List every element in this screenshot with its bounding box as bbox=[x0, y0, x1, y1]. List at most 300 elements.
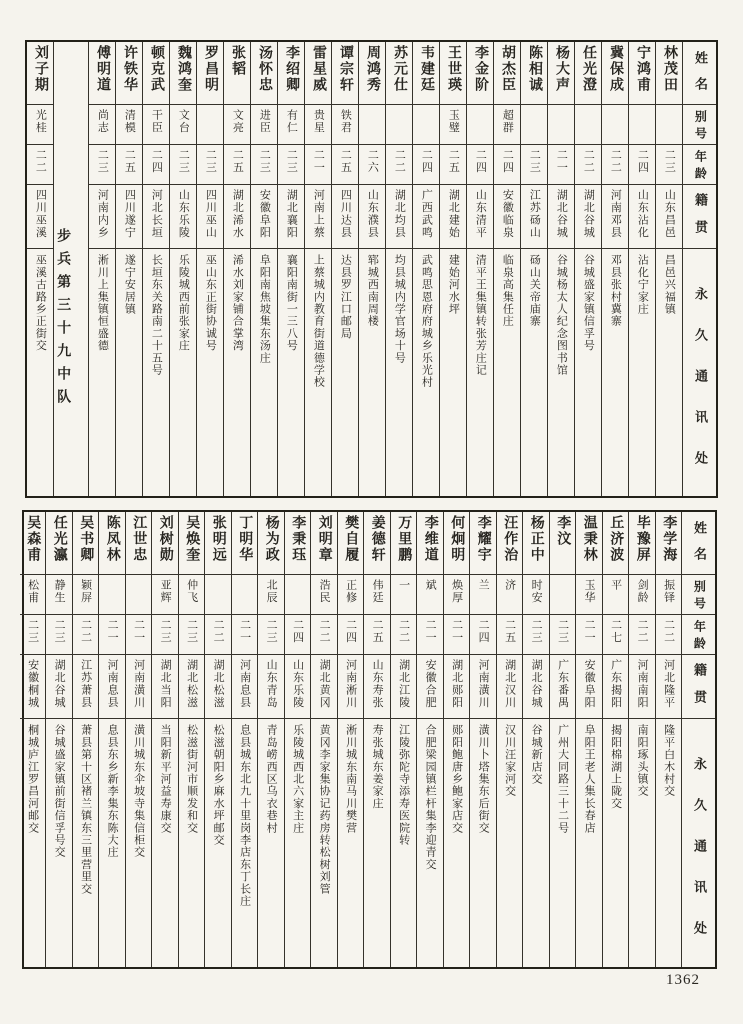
roster-entry-column bbox=[391, 512, 418, 967]
table-cell bbox=[278, 249, 304, 496]
roster-entry-column bbox=[338, 512, 365, 967]
table-cell bbox=[20, 615, 46, 655]
entry-age: 二五 bbox=[123, 149, 136, 174]
entry-address: 遂宁安居镇 bbox=[123, 254, 136, 315]
table-cell bbox=[467, 249, 493, 496]
table-cell bbox=[602, 42, 628, 105]
table-cell bbox=[116, 42, 142, 105]
table-cell bbox=[232, 655, 258, 719]
entry-native-place: 湖北当阳 bbox=[159, 659, 172, 709]
table-cell bbox=[116, 249, 142, 496]
entry-age: 二二 bbox=[34, 149, 47, 174]
roster-entry-column bbox=[575, 42, 602, 496]
entry-age: 二五 bbox=[503, 619, 516, 644]
entry-name: 李耀宇 bbox=[475, 515, 491, 563]
entry-native-place: 湖北郧阳 bbox=[450, 659, 463, 709]
entry-name: 任光澄 bbox=[581, 45, 597, 93]
table-cell bbox=[575, 185, 601, 249]
table-cell bbox=[629, 185, 655, 249]
table-cell bbox=[46, 655, 72, 719]
entry-native-place: 河南息县 bbox=[106, 659, 119, 709]
table-cell bbox=[444, 615, 470, 655]
roster-entry-column bbox=[629, 512, 656, 967]
table-cell bbox=[359, 185, 385, 249]
roster-entry-column bbox=[332, 42, 359, 496]
entry-native-place: 河南潢川 bbox=[132, 659, 145, 709]
table-cell bbox=[332, 145, 358, 185]
unit-designation-label: 步兵第三十九中队 bbox=[55, 228, 71, 412]
table-cell bbox=[251, 249, 277, 496]
header-alias-label: 别号 bbox=[692, 580, 707, 614]
table-cell bbox=[550, 719, 576, 967]
entry-native-place: 四川遂宁 bbox=[123, 189, 136, 239]
roster-entry-column bbox=[602, 42, 629, 496]
entry-native-place: 河北长垣 bbox=[150, 189, 163, 239]
entry-native-place: 湖北汉川 bbox=[503, 659, 516, 709]
entry-alias: 正修 bbox=[344, 579, 357, 604]
roster-entry-column bbox=[89, 42, 116, 496]
roster-entry-column bbox=[359, 42, 386, 496]
table-cell bbox=[603, 719, 629, 967]
table-cell bbox=[27, 249, 53, 496]
entry-name: 丘济波 bbox=[608, 515, 624, 563]
entry-native-place: 安徽桐城 bbox=[26, 659, 39, 709]
entry-address: 达县罗江口邮局 bbox=[339, 254, 352, 340]
table-cell bbox=[143, 185, 169, 249]
entry-native-place: 湖北建始 bbox=[447, 189, 460, 239]
entry-age: 二四 bbox=[150, 149, 163, 174]
table-cell bbox=[338, 615, 364, 655]
entry-native-place: 湖北均县 bbox=[393, 189, 406, 239]
entry-address: 建始河水坪 bbox=[447, 254, 460, 315]
roster-entry-column bbox=[258, 512, 285, 967]
table-cell bbox=[126, 719, 152, 967]
table-cell bbox=[683, 145, 716, 185]
entry-name: 温秉林 bbox=[581, 515, 597, 563]
entry-age: 二五 bbox=[339, 149, 352, 174]
entry-address: 阜阳王老人集长春店 bbox=[583, 724, 596, 834]
table-cell bbox=[197, 42, 223, 105]
table-cell bbox=[656, 512, 682, 575]
table-cell bbox=[494, 105, 520, 145]
table-cell bbox=[467, 105, 493, 145]
table-cell bbox=[576, 575, 602, 615]
table-cell bbox=[99, 512, 125, 575]
table-cell bbox=[682, 575, 715, 615]
table-cell bbox=[629, 655, 655, 719]
table-cell bbox=[224, 145, 250, 185]
entry-alias: 尚志 bbox=[96, 109, 109, 134]
entry-age: 二一 bbox=[583, 619, 596, 644]
entry-name: 苏元仕 bbox=[392, 45, 408, 93]
roster-entry-column bbox=[251, 42, 278, 496]
roster-entry-column bbox=[20, 512, 47, 967]
roster-entry-column bbox=[444, 512, 471, 967]
table-cell bbox=[285, 655, 311, 719]
table-cell bbox=[143, 105, 169, 145]
table-cell bbox=[494, 42, 520, 105]
entry-address: 清平王集镇转张芳庄记 bbox=[474, 254, 487, 376]
roster-table-bottom bbox=[22, 510, 717, 969]
table-cell bbox=[20, 719, 46, 967]
table-cell bbox=[575, 145, 601, 185]
table-cell bbox=[391, 655, 417, 719]
table-cell bbox=[305, 185, 331, 249]
entry-address: 潢川卜塔集东后街交 bbox=[477, 724, 490, 834]
table-cell bbox=[258, 575, 284, 615]
entry-address: 谷城盛家镇前街信孚号交 bbox=[53, 724, 66, 859]
entry-native-place: 广西武鸣 bbox=[420, 189, 433, 239]
roster-entry-column bbox=[470, 512, 497, 967]
entry-age: 二二 bbox=[397, 619, 410, 644]
entry-age: 二二 bbox=[318, 619, 331, 644]
roster-entry-column bbox=[197, 42, 224, 496]
table-cell bbox=[444, 719, 470, 967]
header-native-place-label: 籍贯 bbox=[691, 663, 707, 717]
roster-entry-column bbox=[656, 512, 683, 967]
entry-name: 吴焕奎 bbox=[184, 515, 200, 563]
table-cell bbox=[152, 615, 178, 655]
entry-age: 二三 bbox=[185, 619, 198, 644]
entry-alias: 超群 bbox=[501, 109, 514, 134]
entry-name: 刘树勋 bbox=[157, 515, 173, 563]
entry-native-place: 四川巫山 bbox=[204, 189, 217, 239]
roster-entry-column bbox=[278, 42, 305, 496]
header-age-label: 年龄 bbox=[692, 620, 707, 654]
entry-address: 合肥梁园镇栏杆集李迎青交 bbox=[424, 724, 437, 871]
table-cell bbox=[179, 575, 205, 615]
table-cell bbox=[364, 615, 390, 655]
entry-native-place: 湖北江陵 bbox=[397, 659, 410, 709]
table-cell bbox=[197, 249, 223, 496]
entry-name: 周鸿秀 bbox=[365, 45, 381, 93]
entry-address: 襄阳南街一三八号 bbox=[285, 254, 298, 352]
roster-entry-column bbox=[285, 512, 312, 967]
table-cell bbox=[364, 719, 390, 967]
table-cell bbox=[143, 42, 169, 105]
table-cell bbox=[656, 185, 682, 249]
table-cell bbox=[152, 575, 178, 615]
roster-entry-column bbox=[116, 42, 143, 496]
entry-name: 顿克武 bbox=[149, 45, 165, 93]
entry-native-place: 山东乐陵 bbox=[177, 189, 190, 239]
table-cell bbox=[73, 615, 99, 655]
entry-age: 二二 bbox=[636, 619, 649, 644]
roster-entry-column bbox=[170, 42, 197, 496]
entry-native-place: 山东青岛 bbox=[265, 659, 278, 709]
table-cell bbox=[152, 719, 178, 967]
entry-alias: 仲飞 bbox=[185, 579, 198, 604]
entry-address: 当阳新平河益寿康交 bbox=[159, 724, 172, 834]
entry-native-place: 山东乐陵 bbox=[291, 659, 304, 709]
table-cell bbox=[46, 575, 72, 615]
entry-name: 李金阶 bbox=[473, 45, 489, 93]
header-native-place-label: 籍贯 bbox=[692, 193, 708, 247]
entry-alias: 颖屏 bbox=[79, 579, 92, 604]
table-cell bbox=[494, 145, 520, 185]
table-cell bbox=[232, 719, 258, 967]
roster-entry-column bbox=[603, 512, 630, 967]
entry-native-place: 湖北谷城 bbox=[582, 189, 595, 239]
table-cell bbox=[444, 575, 470, 615]
entry-address: 临泉高集任庄 bbox=[501, 254, 514, 328]
header-age-label: 年龄 bbox=[693, 150, 708, 184]
roster-entry-column bbox=[576, 512, 603, 967]
entry-name: 宁鸿甫 bbox=[635, 45, 651, 93]
entry-age: 二三 bbox=[26, 619, 39, 644]
table-cell bbox=[99, 655, 125, 719]
roster-entry-column bbox=[413, 42, 440, 496]
table-cell bbox=[116, 105, 142, 145]
table-cell bbox=[20, 575, 46, 615]
entry-address: 息县东乡新李集东陈大庄 bbox=[106, 724, 119, 859]
entry-alias: 文亮 bbox=[231, 109, 244, 134]
entry-name: 李汶 bbox=[555, 515, 571, 547]
entry-age: 二四 bbox=[474, 149, 487, 174]
roster-entry-column bbox=[46, 512, 73, 967]
table-cell bbox=[417, 655, 443, 719]
entry-name: 杨大声 bbox=[554, 45, 570, 93]
table-cell bbox=[440, 42, 466, 105]
entry-native-place: 安徽临泉 bbox=[501, 189, 514, 239]
table-cell bbox=[470, 575, 496, 615]
entry-age: 二五 bbox=[447, 149, 460, 174]
entry-address: 郓城西南周楼 bbox=[366, 254, 379, 328]
entry-address: 武鸣思恩府府城乡乐光村 bbox=[420, 254, 433, 389]
header-name-label: 姓名 bbox=[691, 521, 707, 573]
table-cell bbox=[467, 185, 493, 249]
entry-age: 二四 bbox=[291, 619, 304, 644]
table-cell bbox=[224, 42, 250, 105]
entry-name: 刘子期 bbox=[33, 45, 49, 93]
entry-age: 二四 bbox=[420, 149, 433, 174]
table-cell bbox=[364, 575, 390, 615]
table-cell bbox=[497, 615, 523, 655]
table-cell bbox=[258, 655, 284, 719]
entry-age: 二三 bbox=[556, 619, 569, 644]
entry-name: 罗昌明 bbox=[203, 45, 219, 93]
entry-alias: 平 bbox=[609, 579, 622, 592]
entry-age: 二三 bbox=[96, 149, 109, 174]
entry-name: 魏鸿奎 bbox=[176, 45, 192, 93]
table-cell bbox=[170, 42, 196, 105]
entry-address: 谷城杨太人纪念图书馆 bbox=[555, 254, 568, 376]
table-cell bbox=[338, 512, 364, 575]
table-cell bbox=[305, 105, 331, 145]
unit-designation-column bbox=[54, 42, 89, 496]
table-cell bbox=[682, 615, 715, 655]
table-cell bbox=[179, 615, 205, 655]
table-cell bbox=[575, 42, 601, 105]
table-cell bbox=[550, 575, 576, 615]
entry-native-place: 河南内乡 bbox=[96, 189, 109, 239]
roster-entry-column bbox=[143, 42, 170, 496]
entry-address: 松滋朝阳乡麻水坪邮交 bbox=[212, 724, 225, 846]
entry-name: 吴森甫 bbox=[25, 515, 41, 563]
table-cell bbox=[417, 615, 443, 655]
table-cell bbox=[494, 249, 520, 496]
entry-native-place: 山东沾化 bbox=[636, 189, 649, 239]
entry-address: 邓县张村冀寨 bbox=[609, 254, 622, 328]
table-cell bbox=[126, 655, 152, 719]
table-cell bbox=[629, 719, 655, 967]
entry-name: 万里鹏 bbox=[396, 515, 412, 563]
entry-native-place: 广东番禺 bbox=[556, 659, 569, 709]
entry-name: 王世瑛 bbox=[446, 45, 462, 93]
table-cell bbox=[99, 719, 125, 967]
table-cell bbox=[440, 145, 466, 185]
entry-age: 二二 bbox=[609, 149, 622, 174]
entry-address: 乐陵城西前张家庄 bbox=[177, 254, 190, 352]
entry-age: 二二 bbox=[662, 619, 675, 644]
entry-age: 二一 bbox=[312, 149, 325, 174]
entry-native-place: 广东揭阳 bbox=[609, 659, 622, 709]
table-cell bbox=[170, 105, 196, 145]
entry-name: 陈相诚 bbox=[527, 45, 543, 93]
entry-native-place: 山东清平 bbox=[474, 189, 487, 239]
entry-address: 阜阳南焦坡集东汤庄 bbox=[258, 254, 271, 364]
table-cell bbox=[251, 42, 277, 105]
entry-age: 二三 bbox=[258, 149, 271, 174]
table-cell bbox=[332, 42, 358, 105]
entry-alias: 北辰 bbox=[265, 579, 278, 604]
roster-entry-column bbox=[548, 42, 575, 496]
entry-alias: 静生 bbox=[53, 579, 66, 604]
table-cell bbox=[550, 512, 576, 575]
entry-address: 郧阳鲍唐乡鲍家店交 bbox=[450, 724, 463, 834]
entry-native-place: 江苏砀山 bbox=[528, 189, 541, 239]
table-cell bbox=[152, 512, 178, 575]
table-cell bbox=[258, 719, 284, 967]
entry-address: 广州大同路三十二号 bbox=[556, 724, 569, 834]
table-cell bbox=[521, 42, 547, 105]
roster-entry-column bbox=[73, 512, 100, 967]
table-cell bbox=[205, 512, 231, 575]
entry-age: 二二 bbox=[393, 149, 406, 174]
table-cell bbox=[576, 655, 602, 719]
table-cell bbox=[20, 655, 46, 719]
table-cell bbox=[656, 145, 682, 185]
table-cell bbox=[311, 615, 337, 655]
entry-name: 姜德轩 bbox=[369, 515, 385, 563]
entry-address: 南阳琢头镇交 bbox=[636, 724, 649, 798]
table-cell bbox=[417, 512, 443, 575]
table-cell bbox=[656, 249, 682, 496]
roster-entry-column bbox=[523, 512, 550, 967]
table-cell bbox=[46, 615, 72, 655]
entry-native-place: 安徽阜阳 bbox=[258, 189, 271, 239]
entry-native-place: 安徽合肥 bbox=[424, 659, 437, 709]
entry-native-place: 湖北黄冈 bbox=[318, 659, 331, 709]
table-cell bbox=[258, 512, 284, 575]
entry-age: 二一 bbox=[555, 149, 568, 174]
table-cell bbox=[521, 185, 547, 249]
entry-native-place: 四川巫溪 bbox=[34, 189, 47, 239]
table-cell bbox=[224, 249, 250, 496]
table-cell bbox=[232, 575, 258, 615]
table-cell bbox=[413, 42, 439, 105]
table-cell bbox=[251, 145, 277, 185]
entry-alias: 文台 bbox=[177, 109, 190, 134]
entry-name: 林茂田 bbox=[662, 45, 678, 93]
table-cell bbox=[521, 145, 547, 185]
roster-entry-column bbox=[224, 42, 251, 496]
entry-age: 二三 bbox=[53, 619, 66, 644]
entry-name: 冀保成 bbox=[608, 45, 624, 93]
entry-address: 潢川城东伞坡寺集信柜交 bbox=[132, 724, 145, 859]
entry-name: 何炯明 bbox=[449, 515, 465, 563]
table-cell bbox=[232, 512, 258, 575]
table-cell bbox=[497, 512, 523, 575]
entry-alias: 振铎 bbox=[662, 579, 675, 604]
entry-name: 雷星威 bbox=[311, 45, 327, 93]
table-cell bbox=[278, 145, 304, 185]
roster-entry-column bbox=[656, 42, 683, 496]
table-cell bbox=[305, 42, 331, 105]
table-cell bbox=[656, 719, 682, 967]
entry-address: 上蔡城内教育街道德学校 bbox=[312, 254, 325, 389]
entry-age: 二四 bbox=[636, 149, 649, 174]
table-cell bbox=[550, 655, 576, 719]
entry-age: 二五 bbox=[371, 619, 384, 644]
table-cell bbox=[470, 512, 496, 575]
entry-address: 息县城东北九十里岗李店东丁长庄 bbox=[238, 724, 251, 907]
entry-alias: 一 bbox=[397, 579, 410, 592]
table-cell bbox=[258, 615, 284, 655]
roster-entry-column bbox=[126, 512, 153, 967]
entry-age: 二四 bbox=[477, 619, 490, 644]
table-cell bbox=[603, 655, 629, 719]
roster-entry-column bbox=[179, 512, 206, 967]
table-cell bbox=[46, 719, 72, 967]
table-cell bbox=[602, 105, 628, 145]
table-cell bbox=[467, 42, 493, 105]
entry-address: 松滋街河市顺发和交 bbox=[185, 724, 198, 834]
roster-entry-column bbox=[305, 42, 332, 496]
entry-address: 青岛崂西区乌衣巷村 bbox=[265, 724, 278, 834]
table-cell bbox=[629, 512, 655, 575]
entry-alias: 进臣 bbox=[258, 109, 271, 134]
table-cell bbox=[364, 512, 390, 575]
entry-age: 二一 bbox=[424, 619, 437, 644]
table-cell bbox=[629, 575, 655, 615]
table-cell bbox=[497, 719, 523, 967]
table-cell bbox=[603, 575, 629, 615]
table-cell bbox=[338, 575, 364, 615]
entry-name: 张明远 bbox=[210, 515, 226, 563]
table-cell bbox=[470, 655, 496, 719]
entry-native-place: 河南邓县 bbox=[609, 189, 622, 239]
entry-age: 二三 bbox=[663, 149, 676, 174]
roster-entry-column bbox=[99, 512, 126, 967]
header-name-label: 姓名 bbox=[692, 51, 708, 103]
table-cell bbox=[386, 105, 412, 145]
entry-name: 谭宗轩 bbox=[338, 45, 354, 93]
table-cell bbox=[285, 719, 311, 967]
entry-address: 均县城内学官场十号 bbox=[393, 254, 406, 364]
table-cell bbox=[143, 145, 169, 185]
table-cell bbox=[629, 42, 655, 105]
table-cell bbox=[497, 575, 523, 615]
entry-native-place: 河南潢川 bbox=[477, 659, 490, 709]
table-cell bbox=[576, 615, 602, 655]
entry-name: 杨为政 bbox=[263, 515, 279, 563]
table-cell bbox=[603, 615, 629, 655]
entry-age: 二一 bbox=[132, 619, 145, 644]
table-cell bbox=[440, 249, 466, 496]
entry-address: 萧县第十区褚兰镇东三里营里交 bbox=[79, 724, 92, 895]
roster-entry-column bbox=[27, 42, 54, 496]
